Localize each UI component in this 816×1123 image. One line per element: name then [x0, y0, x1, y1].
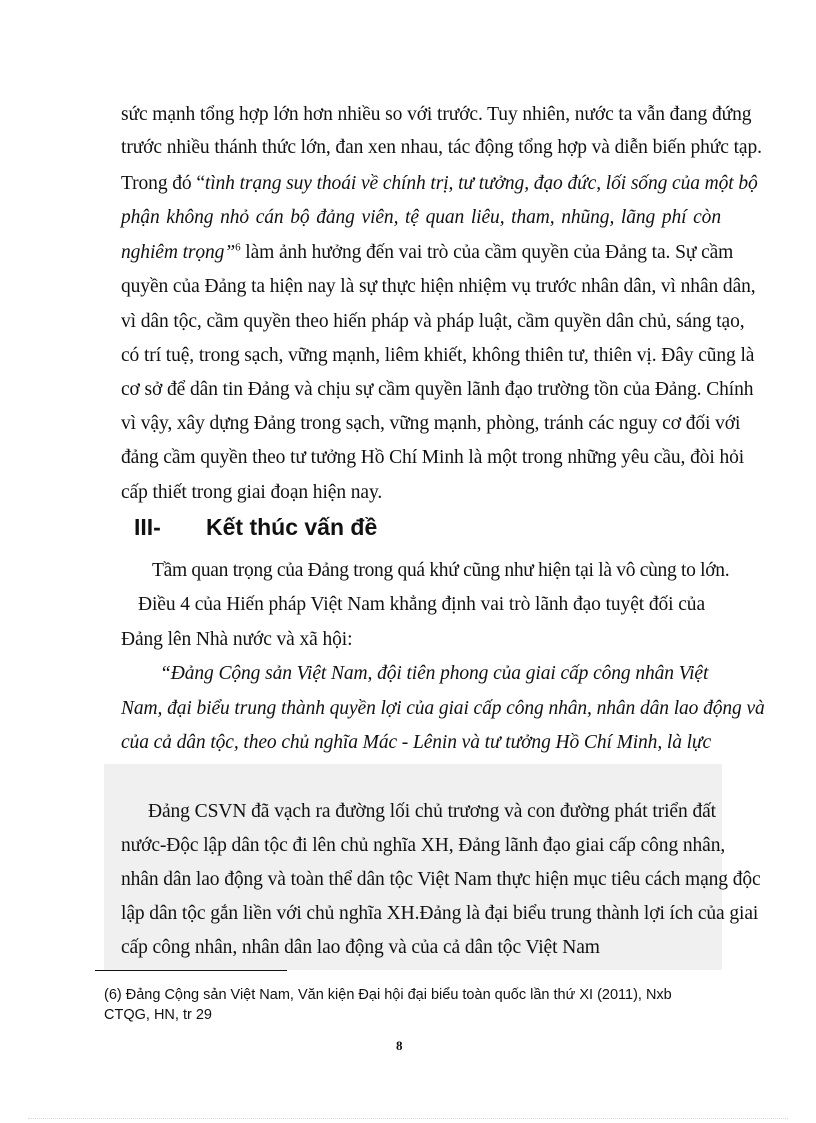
constitution-quote-line: “Đảng Cộng sản Việt Nam, đội tiên phong của giai cấp công nhân Việt: [160, 663, 709, 684]
page-number: 8: [396, 1038, 403, 1053]
paragraph-line: cơ sở để dân tin Đảng và chịu sự cầm quyền lãnh đạo trường tồn của Đảng. Chính: [121, 379, 754, 400]
section-number: III-: [134, 514, 161, 540]
highlight-line: lập dân tộc gắn liền với chủ nghĩa XH.Đảng là đại biểu trung thành lợi ích của giai: [121, 903, 759, 924]
text-run: Trong đó “: [121, 173, 205, 194]
highlight-line: nước-Độc lập dân tộc đi lên chủ nghĩa XH, Đảng lãnh đạo giai cấp công nhân,: [121, 835, 726, 856]
conclusion-line: Điều 4 của Hiến pháp Việt Nam khẳng định vai trò lãnh đạo tuyệt đối của: [138, 594, 706, 615]
highlight-line: nhân dân lao động và toàn thể dân tộc Việt Nam thực hiện mục tiêu cách mạng độc: [121, 869, 761, 890]
italic-quote: tình trạng suy thoái về chính trị, tư tưởng, đạo đức, lối sống của một bộ: [204, 173, 758, 194]
paragraph-line: đảng cầm quyền theo tư tưởng Hồ Chí Minh là một trong những yêu cầu, đòi hỏi: [121, 447, 745, 468]
footnote-separator: [95, 970, 287, 971]
constitution-quote-line: của cả dân tộc, theo chủ nghĩa Mác - Lênin và tư tưởng Hồ Chí Minh, là lực: [121, 732, 712, 753]
italic-quote: nghiêm trọng”: [121, 242, 236, 263]
highlight-line: Đảng CSVN đã vạch ra đường lối chủ trương và con đường phát triển đất: [148, 801, 716, 822]
footnote-line: CTQG, HN, tr 29: [104, 1007, 212, 1023]
conclusion-line: Đảng lên Nhà nước và xã hội:: [121, 629, 353, 650]
paragraph-line: quyền của Đảng ta hiện nay là sự thực hiện nhiệm vụ trước nhân dân, vì nhân dân,: [121, 276, 756, 297]
text-run: làm ảnh hưởng đến vai trò của cầm quyền của Đảng ta. Sự cầm: [240, 242, 734, 263]
paragraph-line: phận không nhỏ cán bộ đảng viên, tệ quan liêu, tham, nhũng, lãng phí còn: [121, 207, 721, 228]
conclusion-line: Tầm quan trọng của Đảng trong quá khứ cũng như hiện tại là vô cùng to lớn.: [152, 560, 730, 581]
paragraph-line: [121, 167, 758, 200]
paragraph-line: sức mạnh tổng hợp lớn hơn nhiều so với trước. Tuy nhiên, nước ta vẫn đang đứng: [121, 104, 752, 125]
paragraph-line: [121, 236, 734, 269]
paragraph-line: cấp thiết trong giai đoạn hiện nay.: [121, 482, 383, 503]
highlight-line: cấp công nhân, nhân dân lao động và của cả dân tộc Việt Nam: [121, 937, 600, 958]
page-bottom-border: [28, 1118, 788, 1119]
footnote-ref: 6: [235, 241, 241, 254]
section-heading: [134, 510, 377, 544]
paragraph-line: vì dân tộc, cầm quyền theo hiến pháp và pháp luật, cầm quyền dân chủ, sáng tạo,: [121, 311, 745, 332]
section-title: Kết thúc vấn đề: [206, 514, 378, 540]
paragraph-line: trước nhiều thánh thức lớn, đan xen nhau, tác động tổng hợp và diễn biến phức tạp.: [121, 137, 762, 158]
footnote-line: (6) Đảng Cộng sản Việt Nam, Văn kiện Đại hội đại biểu toàn quốc lần thứ XI (2011), Nxb: [104, 987, 672, 1003]
paragraph-line: vì vậy, xây dựng Đảng trong sạch, vững mạnh, phòng, tránh các nguy cơ đối với: [121, 413, 741, 434]
constitution-quote-line: Nam, đại biểu trung thành quyền lợi của giai cấp công nhân, nhân dân lao động và: [121, 698, 765, 719]
paragraph-line: có trí tuệ, trong sạch, vững mạnh, liêm khiết, không thiên tư, thiên vị. Đây cũng là: [121, 345, 755, 366]
